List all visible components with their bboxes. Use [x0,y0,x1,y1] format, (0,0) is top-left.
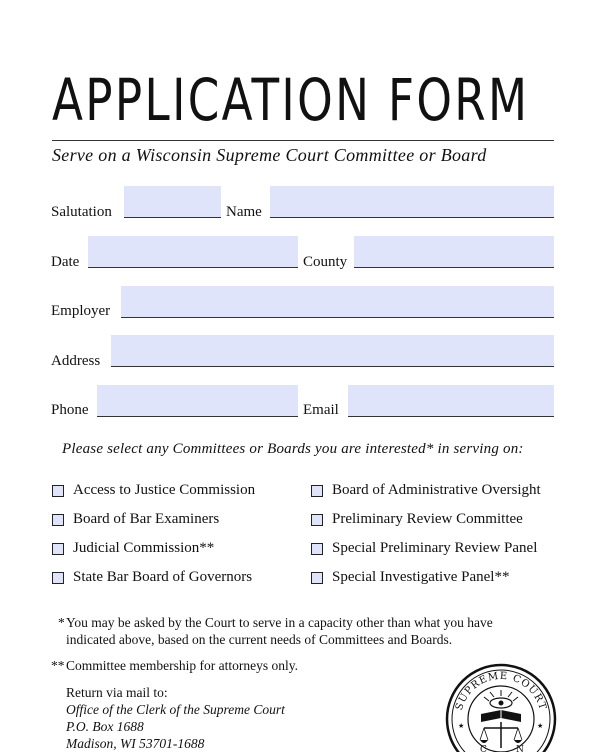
footnote-marker: ** [51,658,65,673]
checkbox[interactable] [311,572,323,584]
svg-text:★: ★ [537,722,544,730]
checkbox[interactable] [52,543,64,555]
name-label: Name [226,204,262,220]
checkbox[interactable] [311,485,323,497]
mail-address-line [66,701,285,718]
committee-label: Board of Administrative Oversight [332,482,541,498]
seal-text: SUPREME COURT [454,670,548,712]
svg-text:C: C [480,745,487,752]
committee-option[interactable] [311,482,541,499]
form-title: APPLICATION FORM [52,66,530,134]
salutation-field[interactable] [124,186,221,218]
form-subtitle: Serve on a Wisconsin Supreme Court Committee or Board [52,145,487,165]
county-label: County [303,254,348,270]
committee-label: Judicial Commission** [73,540,215,556]
mail-line-1: Office of the Clerk of the Supreme Court [66,702,285,717]
committee-option[interactable] [52,482,255,499]
committee-option[interactable] [52,511,219,528]
committee-label: Board of Bar Examiners [73,511,220,527]
committee-option[interactable] [311,511,523,528]
footnote-text: You may be asked by the Court to serve in a capacity other than what you have [66,615,493,630]
committee-option[interactable] [52,540,214,557]
committee-label: Access to Justice Commission [73,482,256,498]
checkbox[interactable] [311,514,323,526]
date-label: Date [51,254,80,270]
svg-text:★: ★ [458,722,465,730]
checkbox[interactable] [52,572,64,584]
email-field[interactable] [348,385,554,417]
email-label: Email [303,402,339,418]
checkbox[interactable] [52,514,64,526]
county-field[interactable] [354,236,554,268]
mail-address-line [66,718,144,735]
employer-field[interactable] [121,286,554,318]
mail-line-2: P.O. Box 1688 [66,719,144,734]
phone-field[interactable] [97,385,298,417]
name-field[interactable] [270,186,554,218]
checkbox[interactable] [52,485,64,497]
checkbox[interactable] [311,543,323,555]
title-rule [52,140,554,141]
committee-option[interactable] [311,540,537,557]
address-label: Address [51,353,101,369]
footnote-marker: * [58,615,65,630]
committee-label: Preliminary Review Committee [332,511,523,527]
phone-label: Phone [51,402,89,418]
svg-text:N: N [516,745,524,752]
mail-heading: Return via mail to: [66,685,168,700]
mail-line-3: Madison, WI 53701-1688 [66,736,205,751]
committee-option[interactable] [311,569,509,586]
footnote-text: Committee membership for attorneys only. [66,658,298,673]
salutation-label: Salutation [51,204,112,220]
committee-label: Special Preliminary Review Panel [332,540,538,556]
committee-label: State Bar Board of Governors [73,569,253,585]
address-field[interactable] [111,335,554,367]
footnote-text: indicated above, based on the current needs of Committees and Boards. [66,632,453,647]
mail-address-line [66,735,204,752]
committee-instruction: Please select any Committees or Boards you are interested* in serving on: [62,441,524,457]
committee-option[interactable] [52,569,252,586]
committee-label: Special Investigative Panel** [332,569,510,585]
court-seal-icon [444,662,558,752]
employer-label: Employer [51,303,111,319]
date-field[interactable] [88,236,298,268]
